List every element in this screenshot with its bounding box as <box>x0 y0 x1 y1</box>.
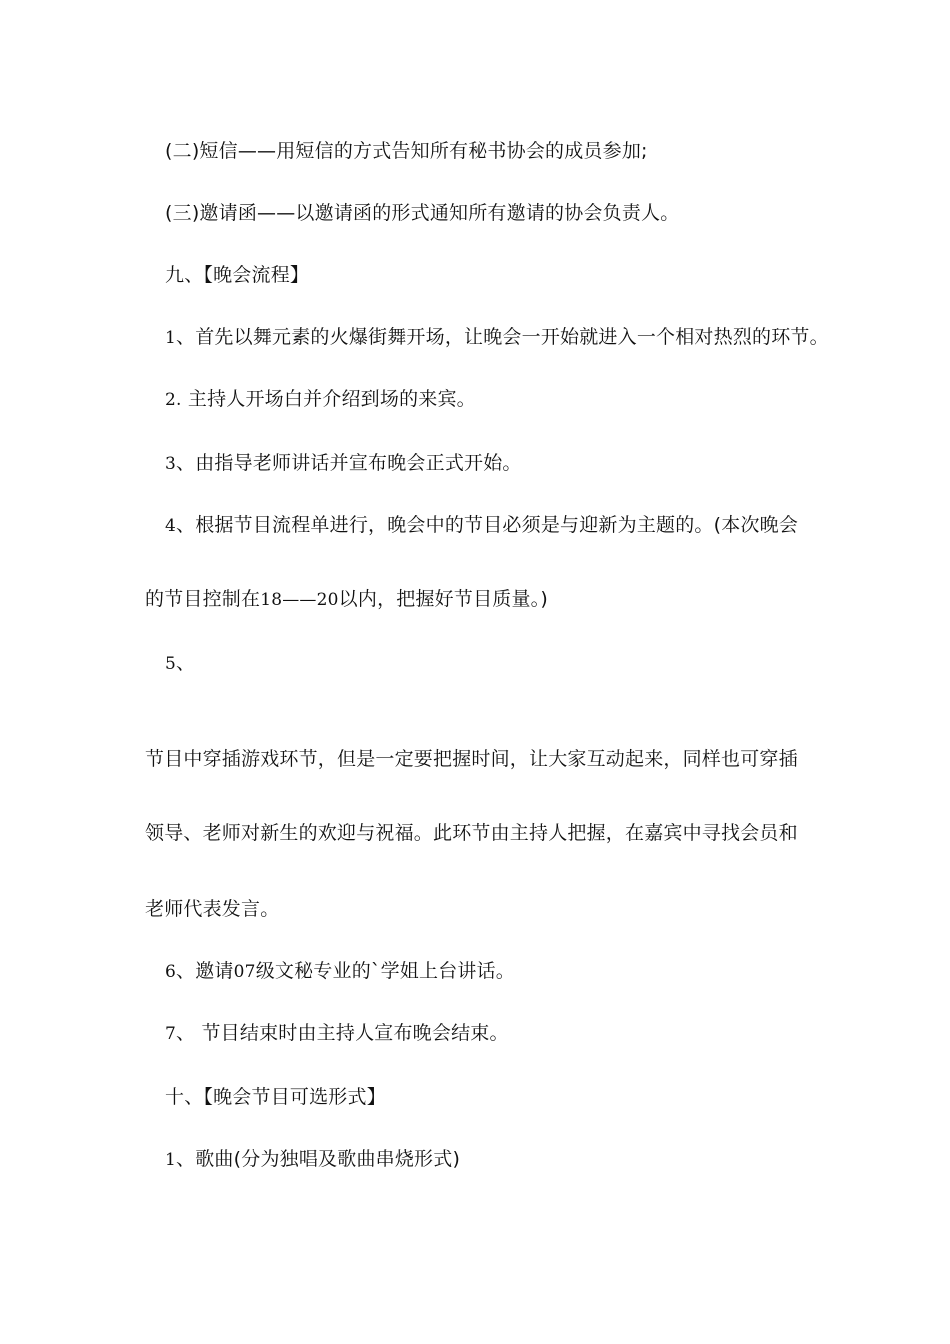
heading-text: 九、【晚会流程】 <box>165 264 310 286</box>
paragraph-text: 老师代表发言。 <box>145 898 280 920</box>
item-number: 3 <box>165 454 177 474</box>
item-text: 级文秘专业的`学姐上台讲话。 <box>255 960 515 982</box>
list-item-7 <box>165 1020 509 1047</box>
list-item-5 <box>165 650 195 677</box>
item-number: 5 <box>165 654 177 674</box>
heading-text: 十、【晚会节目可选形式】 <box>165 1086 386 1108</box>
list-item-6 <box>165 958 515 985</box>
item-number: 1 <box>165 1150 177 1170</box>
item-number: 6 <box>165 962 177 982</box>
item-text: 、邀请 <box>176 960 234 982</box>
list-item-songs <box>165 1146 460 1173</box>
section-heading-flow <box>165 262 309 288</box>
item-number-inline: 07 <box>233 962 256 982</box>
item-text: 以内，把握好节目质量。) <box>338 588 548 610</box>
item-text: 、歌曲(分为独唱及歌曲串烧形式) <box>176 1148 461 1170</box>
paragraph-games-continued <box>145 820 798 846</box>
list-item-1 <box>165 324 829 351</box>
item-text: 、由指导老师讲话并宣布晚会正式开始。 <box>176 452 522 474</box>
item-text: 、 节目结束时由主持人宣布晚会结束。 <box>176 1022 509 1044</box>
paragraph-sms <box>165 138 648 164</box>
paragraph-games-end <box>145 896 279 922</box>
item-text: 主持人开场白并介绍到场的来宾。 <box>181 388 476 410</box>
list-item-4 <box>165 512 798 539</box>
paragraph-text: (三)邀请函——以邀请函的形式通知所有邀请的协会负责人。 <box>165 202 680 224</box>
list-item-2 <box>165 386 476 413</box>
item-number-range: 18——20 <box>260 590 339 610</box>
item-text: 、 <box>176 652 196 674</box>
item-text: 、首先以舞元素的火爆街舞开场，让晚会一开始就进入一个相对热烈的环节。 <box>176 326 829 348</box>
item-number: 2. <box>165 390 182 410</box>
paragraph-games <box>145 746 798 772</box>
paragraph-text: 节目中穿插游戏环节，但是一定要把握时间，让大家互动起来，同样也可穿插 <box>145 748 798 770</box>
list-item-4-continued <box>145 586 548 613</box>
item-number: 4 <box>165 516 177 536</box>
list-item-3 <box>165 450 522 477</box>
paragraph-invitation <box>165 200 679 226</box>
item-number: 7 <box>165 1024 177 1044</box>
item-text: 、根据节目流程单进行，晚会中的节目必须是与迎新为主题的。(本次晚会 <box>176 514 799 536</box>
item-text: 的节目控制在 <box>145 588 261 610</box>
paragraph-text: (二)短信——用短信的方式告知所有秘书协会的成员参加; <box>165 140 648 162</box>
section-heading-program-forms <box>165 1084 386 1110</box>
paragraph-text: 领导、老师对新生的欢迎与祝福。此环节由主持人把握，在嘉宾中寻找会员和 <box>145 822 798 844</box>
item-number: 1 <box>165 328 177 348</box>
